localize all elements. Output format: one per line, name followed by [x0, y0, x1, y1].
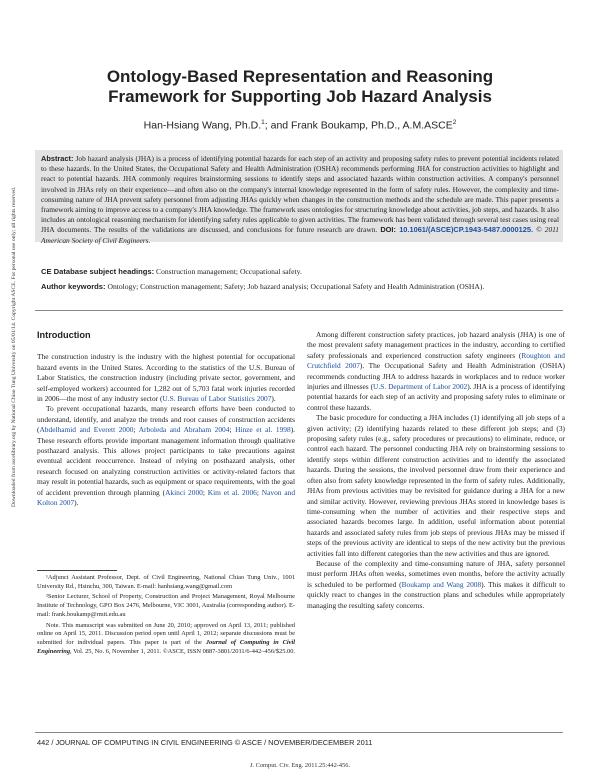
copyright-notice: © 2011 American Society of Civil Engineers. [41, 225, 559, 245]
citation-link[interactable]: Akinci 2000 [165, 487, 203, 497]
footnote-marker-1[interactable]: 1 [261, 119, 265, 126]
text: ). [74, 498, 79, 508]
text: ). The Occupational Safety and Health Administration (OSHA) recommends conducting JHA to address hazards in workplaces and to reduce worker injuries and illnesses ( [307, 361, 565, 392]
author-keywords [41, 281, 559, 292]
paper-title [40, 67, 560, 107]
text: ). These research efforts provide important management information through qualitative posthazard analysis. This allows project participants to take precautions against eventual accident reoccurrence. Instead of relying on posthazard analysis, other research focused on analyzing construction activities or activity-related factors that may result in potential hazards, such as equipment or space requirements, with the goal of accident prevention through planning ( [37, 425, 296, 497]
text: The construction industry is the industry with the highest potential for occupational hazard events in the United States. According to the statistics of the U.S. Bureau of Labor Statistics, the construction industry (including private sector, government, and self-employed workers) accounted for 1,282 out of 5,703 fatal work injuries recorded in 2006—the most of any industry sector ( [37, 352, 295, 404]
text: ). This makes it difficult to quickly react to changes in the construction plans and schedules while appropriately managing the resulting safety concerns. [307, 579, 566, 610]
text: ; [256, 487, 262, 497]
download-notice: Downloaded from ascelibrary.org by National Chiao Tung University on 05/01/14. Copyright ASCE. For personal use only; all rights reserved. [11, 186, 17, 507]
abstract-text: Job hazard analysis (JHA) is a process of identifying potential hazards for each step of an activity and proposing safety rules to prevent potential incidents related to these hazards. In the United States, the Occupational Safety and Health Administration (OSHA) recommends performing JHA for construction activities to highlight and react to potential hazards. JHA commonly requires brainstorming sessions to identify steps and associated hazards within construction activities. A company's personnel involved in JHAs rely on their experience—and often also on the company's internal knowledge represented in the form of safety rules. However, the complexity and time-consuming nature of JHA prevent safety personnel from adjusting JHAs quickly when changes in the construction methods and the schedule are made. This paper presents a framework aiming to improve access to a company's JHA knowledge. The framework uses ontologies for structuring knowledge about activities, job steps, and hazards. It also includes an ontological reasoning mechanism for identifying safety rules applicable to given activities. The framework has been validated through several test cases using real JHA documents. The results of the validations are discussed, and conclusions for future research are drawn. [41, 154, 559, 235]
author-1: Han-Hsiang Wang, Ph.D. [143, 119, 262, 132]
author-2: ; and Frank Boukamp, Ph.D., A.M.ASCE [264, 119, 453, 132]
text: ). JHA is a process of identifying potential hazards for each step of an activity and proposing safety rules to eliminate or control these hazards. [307, 382, 565, 412]
citation-link[interactable]: U.S. Bureau of Labor Statistics 2007 [162, 394, 272, 404]
citation-link[interactable]: Navon and Kolton 2007 [37, 487, 296, 508]
citation-link[interactable]: Abdelhamid and Everett 2000 [39, 425, 134, 435]
section-heading-introduction: Introduction [37, 330, 91, 340]
text: ; [202, 487, 208, 497]
text: ; [133, 425, 139, 435]
abstract-label: Abstract: [41, 154, 74, 163]
subject-headings [41, 266, 559, 277]
doi-link[interactable]: 10.1061/(ASCE)CP.1943-5487.0000125. [395, 225, 534, 235]
text: ; [229, 425, 236, 435]
footer-divider [35, 732, 563, 733]
manuscript-note [37, 622, 295, 657]
left-column [37, 330, 295, 509]
page-footer: 442 / JOURNAL OF COMPUTING IN CIVIL ENGINEERING © ASCE / NOVEMBER/DECEMBER 2011 [37, 738, 373, 747]
paragraph [37, 352, 295, 404]
citation-link[interactable]: U.S. Department of Labor 2002 [373, 382, 468, 392]
footnote-2: ²Senior Lecturer, School of Property, Construction and Project Management, Royal Melbourne Institute of Technology, GPO Box 2476, Melbourne, VIC 3001, Australia (corresponding author). E-mail: frank.boukamp@rmit.edu.au [37, 593, 295, 618]
citation-link[interactable]: Arboleda and Abraham 2004 [138, 425, 230, 435]
citation-link[interactable]: Boukamp and Wang 2008 [401, 579, 482, 589]
keywords-label: Author keywords: [41, 282, 106, 291]
section-divider [35, 310, 563, 311]
journal-citation: J. Comput. Civ. Eng. 2011.25:442-456. [249, 762, 351, 769]
footnote-1: ¹Adjunct Assistant Professor, Dept. of Civil Engineering, National Chiao Tung Univ., 1001 University Rd., Hsinchu, 300, Taiwan. E-mail: hanhsiang.wang@gmail.com [37, 574, 295, 590]
text: Because of the complexity and time-consuming nature of JHA, safety personnel must perform JHAs often weeks, sometimes even months, before the activity actually is scheduled to be performed ( [307, 558, 565, 589]
journal-name: Journal of Computing in Civil Engineering [37, 638, 296, 655]
text: Note. This manuscript was submitted on June 20, 2010; approved on April 13, 2011; published online on April 15, 2011. Discussion period open until April 1, 2012; separate discussions must be submitted for individual papers. This paper is part of the [37, 621, 295, 646]
footnotes [37, 574, 295, 658]
citation-link[interactable]: Kim et al. 2006 [207, 487, 257, 497]
text: ). [271, 394, 276, 404]
subject-text: Construction management; Occupational safety. [154, 267, 302, 276]
text: To prevent occupational hazards, many research efforts have been conducted to understand, identify, and analyze the trends and root causes of construction accidents ( [37, 404, 295, 435]
right-column [307, 330, 565, 611]
text: Among different construction safety practices, job hazard analysis (JHA) is one of the most prevalent safety management practices in the industry, according to certified safety professionals and experienced construction safety engineers ( [307, 330, 565, 360]
paragraph [307, 559, 565, 611]
author-line [40, 119, 560, 132]
citation-link[interactable]: Roughton and Crutchfield 2007 [307, 350, 565, 371]
text: , Vol. 25, No. 6, November 1, 2011. ©ASCE, ISSN 0887-3801/2011/6-442–456/$25.00. [70, 647, 296, 655]
keywords-text: Ontology; Construction management; Safety; Job hazard analysis; Occupational Safety and Health Administration (OSHA). [105, 282, 485, 291]
footnote-marker-2[interactable]: 2 [452, 119, 457, 126]
title-line-1: Ontology-Based Representation and Reasoning [106, 67, 494, 86]
paragraph [307, 330, 565, 413]
subject-label: CE Database subject headings: [41, 267, 155, 276]
footnote-divider [37, 570, 117, 571]
paragraph [37, 404, 295, 508]
citation-link[interactable]: Hinze et al. 1998 [235, 425, 291, 435]
doi-label: DOI: [380, 225, 396, 235]
abstract [41, 154, 559, 246]
title-line-2: Framework for Supporting Job Hazard Analysis [108, 87, 492, 106]
paragraph: The basic procedure for conducting a JHA includes (1) identifying all job steps of a given activity; (2) identifying hazards related to these different job steps; and (3) proposing safety rules (e.g., safety procedures or precautions) to eliminate, reduce, or control each hazard. The personnel conducting JHA rely on brainstorming sessions to identify steps within different construction activities and to identify the associated hazards. During the sessions, the involved personnel draw from their experience and often also from safety knowledge represented in the form of safety rules. Additionally, JHAs from previous activities may be revisited for guidance during a JHA for a new and similar activity. However, reviewing previous JHAs stored in knowledge bases is time-consuming when the number of activities and their respective steps and associated hazards becomes large. In addition, useful information about potential hazards and associated safety rules from job steps of previous JHAs may be missed if steps of the previous activity are identical to steps of the new activity but the previous activities fall into different categories than the new activities and thus are ignored. [307, 413, 565, 558]
